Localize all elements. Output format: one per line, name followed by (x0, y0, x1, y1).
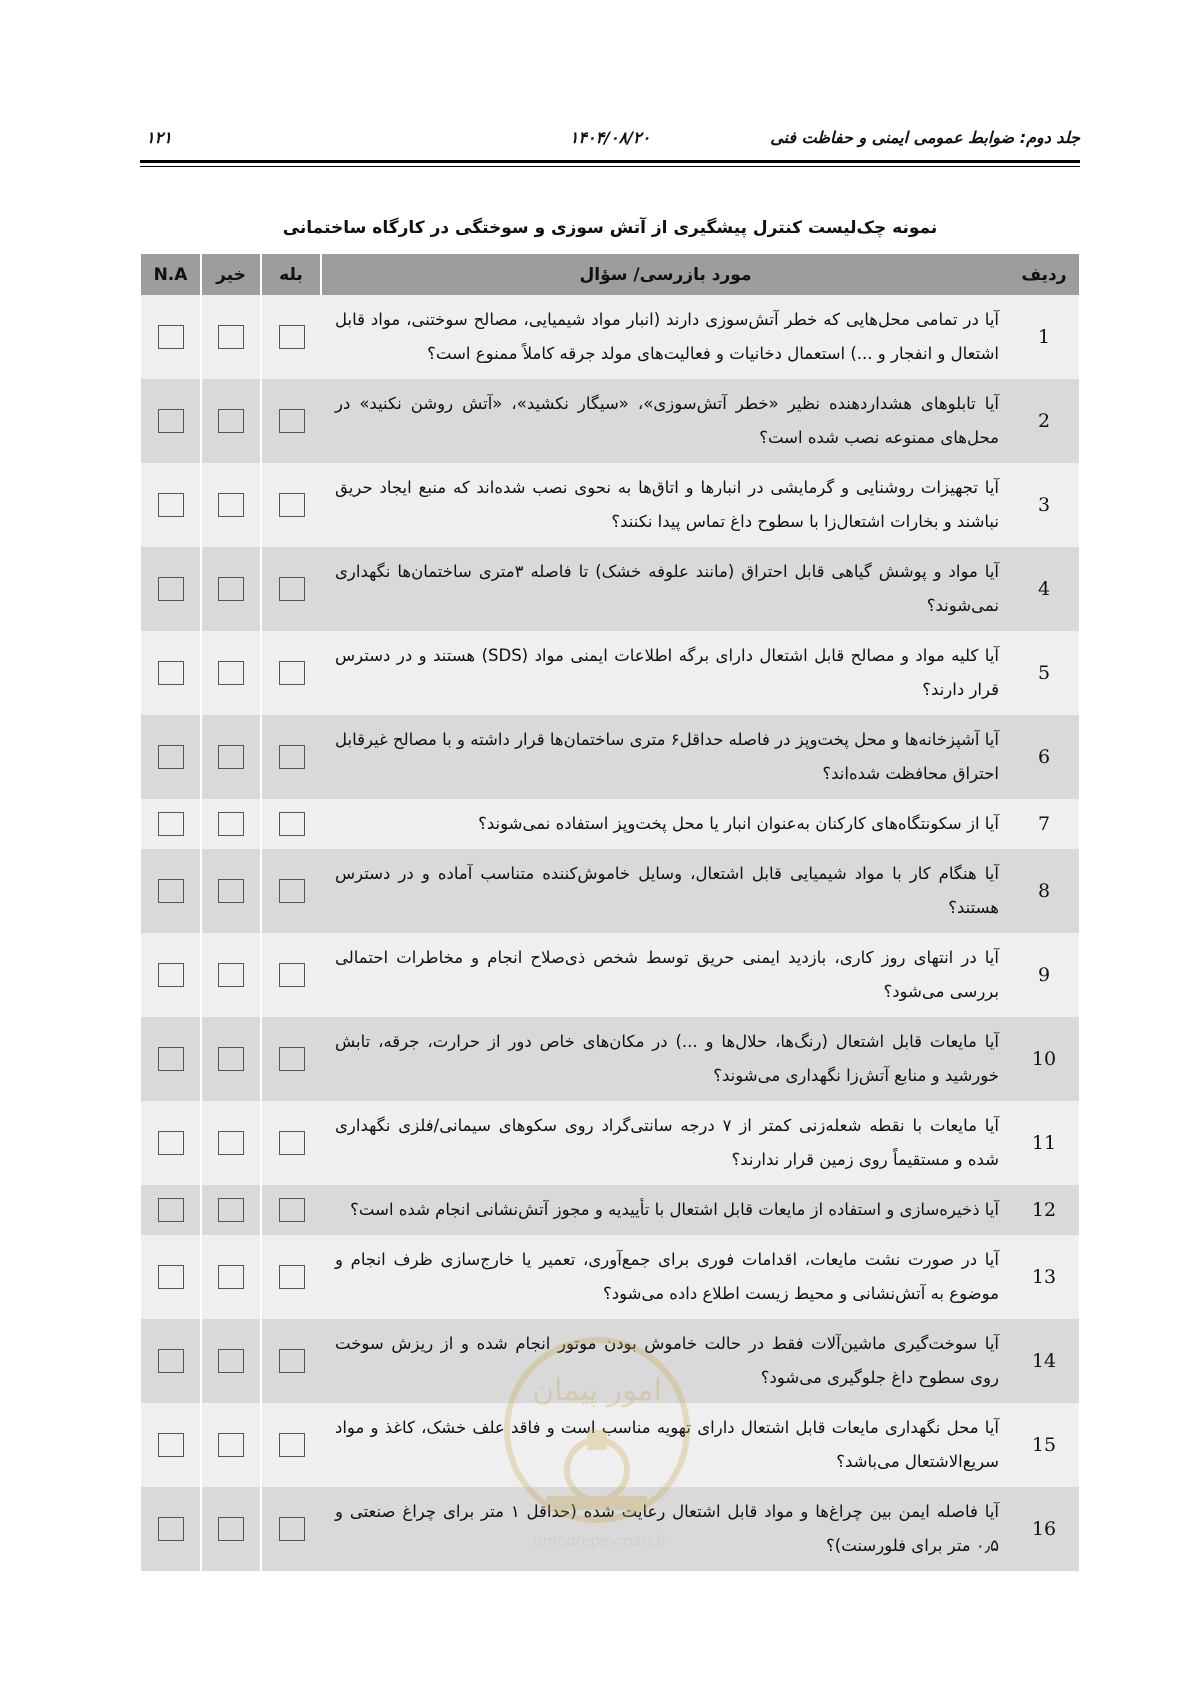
answer-cell-no (201, 631, 261, 715)
answer-cell-no (201, 547, 261, 631)
checkbox-yes[interactable] (279, 577, 305, 601)
checkbox-na[interactable] (158, 325, 184, 349)
table-row (141, 1235, 1079, 1319)
table-row (141, 463, 1079, 547)
table-row (141, 295, 1079, 379)
row-number: 14 (1009, 1319, 1079, 1403)
checkbox-yes[interactable] (279, 1198, 305, 1222)
checklist-table (141, 254, 1079, 1571)
checkbox-yes[interactable] (279, 812, 305, 836)
answer-cell-yes (261, 715, 321, 799)
checkbox-na[interactable] (158, 493, 184, 517)
checkbox-no[interactable] (218, 1131, 244, 1155)
answer-cell-no (201, 1403, 261, 1487)
table-row (141, 1185, 1079, 1235)
answer-cell-no (201, 1101, 261, 1185)
answer-cell-yes (261, 849, 321, 933)
checkbox-na[interactable] (158, 1047, 184, 1071)
checkbox-yes[interactable] (279, 963, 305, 987)
checkbox-no[interactable] (218, 1517, 244, 1541)
row-number: 4 (1009, 547, 1079, 631)
question-text: آیا تابلوهای هشداردهنده نظیر «خطر آتش‌سوزی»، «سیگار نکشید»، «آتش روشن نکنید» در محل‌های ممنوعه نصب شده است؟ (321, 379, 1009, 463)
table-row (141, 1319, 1079, 1403)
table-row (141, 799, 1079, 849)
answer-cell-no (201, 933, 261, 1017)
answer-cell-no (201, 1319, 261, 1403)
checkbox-na[interactable] (158, 577, 184, 601)
header-date: ۱۴۰۴/۰۸/۲۰ (569, 128, 651, 147)
header-yes: بله (261, 254, 321, 295)
checkbox-na[interactable] (158, 1517, 184, 1541)
answer-cell-yes (261, 1101, 321, 1185)
row-number: 1 (1009, 295, 1079, 379)
checkbox-no[interactable] (218, 1047, 244, 1071)
answer-cell-na (141, 1319, 201, 1403)
checkbox-yes[interactable] (279, 1265, 305, 1289)
question-text: آیا فاصله ایمن بین چراغ‌ها و مواد قابل اشتعال رعایت شده (حداقل ۱ متر برای چراغ صنعتی و ۰٫۵ متر برای فلورسنت)؟ (321, 1487, 1009, 1571)
checkbox-no[interactable] (218, 1265, 244, 1289)
table-row (141, 715, 1079, 799)
row-number: 5 (1009, 631, 1079, 715)
answer-cell-na (141, 547, 201, 631)
checkbox-yes[interactable] (279, 879, 305, 903)
answer-cell-na (141, 463, 201, 547)
question-text: آیا مایعات قابل اشتعال (رنگ‌ها، حلال‌ها و ...) در مکان‌های خاص دور از حرارت، جرقه، تابش خورشید و منابع آتش‌زا نگهداری می‌شوند؟ (321, 1017, 1009, 1101)
row-number: 8 (1009, 849, 1079, 933)
answer-cell-yes (261, 1235, 321, 1319)
checkbox-no[interactable] (218, 577, 244, 601)
answer-cell-no (201, 849, 261, 933)
table-header-row (141, 254, 1079, 295)
answer-cell-no (201, 799, 261, 849)
checkbox-yes[interactable] (279, 493, 305, 517)
header-row-no: ردیف (1009, 254, 1079, 295)
checkbox-na[interactable] (158, 963, 184, 987)
answer-cell-yes (261, 799, 321, 849)
table-row (141, 1101, 1079, 1185)
answer-cell-yes (261, 1319, 321, 1403)
answer-cell-no (201, 1487, 261, 1571)
question-text: آیا در صورت نشت مایعات، اقدامات فوری برای جمع‌آوری، تعمیر یا خارج‌سازی ظرف انجام و موضوع به آتش‌نشانی و محیط زیست اطلاع داده می‌شود؟ (321, 1235, 1009, 1319)
question-text: آیا آشپزخانه‌ها و محل پخت‌وپز در فاصله حداقل۶ متری ساختمان‌ها قرار داشته و با مصالح غیرقابل احتراق محافظت شده‌اند؟ (321, 715, 1009, 799)
checkbox-no[interactable] (218, 409, 244, 433)
checklist-title: نمونه چک‌لیست کنترل پیشگیری از آتش سوزی و سوختگی در کارگاه ساختمانی (282, 218, 938, 238)
header-rule-thick (140, 160, 1080, 163)
answer-cell-yes (261, 1487, 321, 1571)
answer-cell-na (141, 1403, 201, 1487)
checkbox-na[interactable] (158, 1131, 184, 1155)
row-number: 10 (1009, 1017, 1079, 1101)
answer-cell-no (201, 379, 261, 463)
answer-cell-na (141, 1185, 201, 1235)
table-row (141, 631, 1079, 715)
table-row (141, 849, 1079, 933)
checkbox-yes[interactable] (279, 1517, 305, 1541)
row-number: 3 (1009, 463, 1079, 547)
table-row (141, 1487, 1079, 1571)
answer-cell-no (201, 1185, 261, 1235)
checkbox-no[interactable] (218, 1433, 244, 1457)
checkbox-yes[interactable] (279, 325, 305, 349)
answer-cell-na (141, 715, 201, 799)
answer-cell-na (141, 1101, 201, 1185)
answer-cell-no (201, 1235, 261, 1319)
answer-cell-yes (261, 1403, 321, 1487)
question-text: آیا در تمامی محل‌هایی که خطر آتش‌سوزی دارند (انبار مواد شیمیایی، مصالح سوختنی، مواد قابل اشتعال و انفجار و ...) استعمال دخانیات و فعالیت‌های مولد جرقه کاملاً ممنوع است؟ (321, 295, 1009, 379)
checkbox-na[interactable] (158, 745, 184, 769)
checkbox-yes[interactable] (279, 1433, 305, 1457)
header-na: N.A (141, 254, 201, 295)
table-row (141, 1403, 1079, 1487)
page-number: ۱۲۱ (146, 128, 172, 147)
row-number: 13 (1009, 1235, 1079, 1319)
row-number: 16 (1009, 1487, 1079, 1571)
answer-cell-na (141, 1017, 201, 1101)
checkbox-yes[interactable] (279, 409, 305, 433)
row-number: 2 (1009, 379, 1079, 463)
answer-cell-na (141, 295, 201, 379)
checkbox-no[interactable] (218, 493, 244, 517)
checkbox-na[interactable] (158, 661, 184, 685)
answer-cell-yes (261, 295, 321, 379)
row-number: 7 (1009, 799, 1079, 849)
table-row (141, 933, 1079, 1017)
checkbox-na[interactable] (158, 1349, 184, 1373)
checkbox-na[interactable] (158, 812, 184, 836)
answer-cell-no (201, 1017, 261, 1101)
row-number: 11 (1009, 1101, 1079, 1185)
answer-cell-yes (261, 1017, 321, 1101)
answer-cell-no (201, 715, 261, 799)
answer-cell-yes (261, 933, 321, 1017)
header-no: خیر (201, 254, 261, 295)
row-number: 15 (1009, 1403, 1079, 1487)
checkbox-yes[interactable] (279, 1349, 305, 1373)
table-row (141, 1017, 1079, 1101)
checkbox-no[interactable] (218, 1349, 244, 1373)
header-item: مورد بازرسی/ سؤال (321, 254, 1009, 295)
answer-cell-na (141, 849, 201, 933)
header-rule-thin (140, 166, 1080, 167)
answer-cell-yes (261, 379, 321, 463)
answer-cell-na (141, 1235, 201, 1319)
table-row (141, 547, 1079, 631)
checkbox-no[interactable] (218, 812, 244, 836)
checkbox-no[interactable] (218, 963, 244, 987)
checkbox-na[interactable] (158, 1198, 184, 1222)
checkbox-no[interactable] (218, 661, 244, 685)
checkbox-yes[interactable] (279, 661, 305, 685)
checkbox-na[interactable] (158, 1265, 184, 1289)
checkbox-yes[interactable] (279, 1047, 305, 1071)
row-number: 6 (1009, 715, 1079, 799)
watermark-logo-text: امور پیمان (532, 1373, 662, 1408)
checkbox-na[interactable] (158, 409, 184, 433)
table-row (141, 379, 1079, 463)
checkbox-yes[interactable] (279, 745, 305, 769)
answer-cell-yes (261, 547, 321, 631)
answer-cell-na (141, 933, 201, 1017)
question-text: آیا مواد و پوشش گیاهی قابل احتراق (مانند علوفه خشک) تا فاصله ۳متری ساختمان‌ها نگهداری نمی‌شوند؟ (321, 547, 1009, 631)
row-number: 12 (1009, 1185, 1079, 1235)
checkbox-yes[interactable] (279, 1131, 305, 1155)
question-text: آیا سوخت‌گیری ماشین‌آلات فقط در حالت خاموش بودن موتور انجام شده و از ریزش سوخت روی سطوح داغ جلوگیری می‌شود؟ (321, 1319, 1009, 1403)
answer-cell-yes (261, 1185, 321, 1235)
watermark-url: omoorepeyman.ir (533, 1532, 667, 1550)
answer-cell-yes (261, 463, 321, 547)
page-header (140, 128, 1080, 148)
question-text: آیا تجهیزات روشنایی و گرمایشی در انبارها و اتاق‌ها به نحوی نصب شده‌اند که منبع ایجاد حریق نباشند و بخارات اشتعال‌زا با سطوح داغ تماس پیدا نکنند؟ (321, 463, 1009, 547)
answer-cell-na (141, 631, 201, 715)
question-text: آیا ذخیره‌سازی و استفاده از مایعات قابل اشتعال با تأییدیه و مجوز آتش‌نشانی انجام شده است؟ (321, 1185, 1009, 1235)
question-text: آیا از سکونتگاه‌های کارکنان به‌عنوان انبار یا محل پخت‌وپز استفاده نمی‌شوند؟ (321, 799, 1009, 849)
answer-cell-no (201, 295, 261, 379)
checkbox-na[interactable] (158, 879, 184, 903)
answer-cell-na (141, 1487, 201, 1571)
answer-cell-na (141, 379, 201, 463)
question-text: آیا در انتهای روز کاری، بازدید ایمنی حریق توسط شخص ذی‌صلاح انجام و مخاطرات احتمالی بررسی می‌شود؟ (321, 933, 1009, 1017)
row-number: 9 (1009, 933, 1079, 1017)
checkbox-no[interactable] (218, 325, 244, 349)
checkbox-no[interactable] (218, 879, 244, 903)
question-text: آیا محل نگهداری مایعات قابل اشتعال دارای تهویه مناسب است و فاقد علف خشک، کاغذ و مواد سریع‌الاشتعال می‌باشد؟ (321, 1403, 1009, 1487)
volume-title: جلد دوم: ضوابط عمومی ایمنی و حفاظت فنی (770, 128, 1080, 147)
question-text: آیا مایعات با نقطه شعله‌زنی کمتر از ۷ درجه سانتی‌گراد روی سکوهای سیمانی/فلزی نگهداری شده و مستقیماً روی زمین قرار ندارند؟ (321, 1101, 1009, 1185)
checkbox-no[interactable] (218, 1198, 244, 1222)
answer-cell-yes (261, 631, 321, 715)
answer-cell-na (141, 799, 201, 849)
checkbox-no[interactable] (218, 745, 244, 769)
question-text: آیا کلیه مواد و مصالح قابل اشتعال دارای برگه اطلاعات ایمنی مواد (SDS) هستند و در دسترس قرار دارند؟ (321, 631, 1009, 715)
question-text: آیا هنگام کار با مواد شیمیایی قابل اشتعال، وسایل خاموش‌کننده متناسب آماده و در دسترس هستند؟ (321, 849, 1009, 933)
answer-cell-no (201, 463, 261, 547)
checkbox-na[interactable] (158, 1433, 184, 1457)
